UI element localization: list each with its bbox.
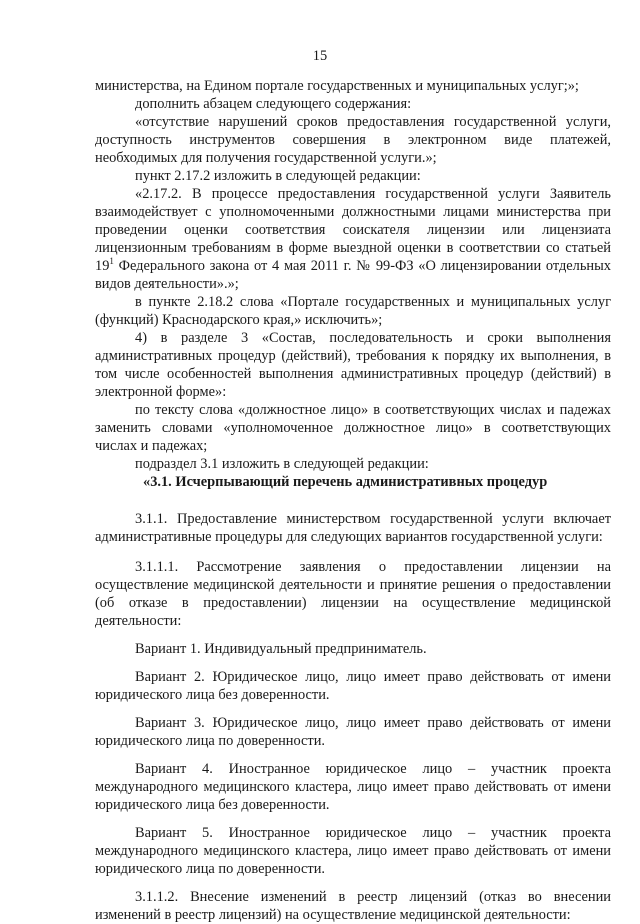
paragraph: подраздел 3.1 изложить в следующей редакции:	[135, 456, 429, 472]
section-heading: «3.1. Исчерпывающий перечень административных процедур	[143, 474, 548, 490]
paragraph: 4) в разделе 3 «Состав, последовательность и сроки выполнения административных процедур (действий), требования к порядку их выполнения, в том числе особенностей выполнения административных процедур (действий) в электронной форме»:	[95, 330, 611, 400]
paragraph-text: Федерального закона от 4 мая 2011 г. № 99-ФЗ «О лицензировании отдельных видов деятельности».»;	[95, 258, 611, 292]
paragraph: Вариант 1. Индивидуальный предприниматель.	[135, 641, 427, 657]
paragraph: Вариант 5. Иностранное юридическое лицо – участник проекта международного медицинского кластера, лицо имеет право действовать от имени юридического лица по доверенности.	[95, 825, 611, 877]
paragraph: в пункте 2.18.2 слова «Портале государственных и муниципальных услуг (функций) Краснодарского края,» исключить»;	[95, 294, 611, 328]
paragraph: по тексту слова «должностное лицо» в соответствующих числах и падежах заменить словами «уполномоченное должностное лицо» в соответствующих числах и падежах;	[95, 402, 611, 454]
document-body	[95, 77, 611, 924]
paragraph: дополнить абзацем следующего содержания:	[135, 96, 412, 112]
paragraph: 3.1.1. Предоставление министерством государственной услуги включает административные процедуры для следующих вариантов государственной услуги:	[95, 511, 611, 545]
page-number: 15	[312, 48, 328, 64]
paragraph: 3.1.1.2. Внесение изменений в реестр лицензий (отказ во внесении изменений в реестр лицензий) на осуществление медицинской деятельности:	[95, 889, 611, 923]
paragraph: Вариант 2. Юридическое лицо, лицо имеет право действовать от имени юридического лица без доверенности.	[95, 669, 611, 703]
paragraph: Вариант 3. Юридическое лицо, лицо имеет право действовать от имени юридического лица по доверенности.	[95, 715, 611, 749]
paragraph: Вариант 4. Иностранное юридическое лицо – участник проекта международного медицинского кластера, лицо имеет право действовать от имени юридического лица без доверенности.	[95, 761, 611, 813]
paragraph: 3.1.1.1. Рассмотрение заявления о предоставлении лицензии на осуществление медицинской деятельности и принятие решения о предоставлении (об отказе в предоставлении) лицензии на осуществление медицинской деятельности:	[95, 559, 611, 629]
paragraph: министерства, на Едином портале государственных и муниципальных услуг;»;	[95, 78, 579, 94]
article-superscript: 1	[109, 256, 114, 267]
paragraph-2-17-2	[95, 185, 611, 293]
paragraph-text: «2.17.2. В процессе предоставления государственной услуги Заявитель взаимодействует с уполномоченными должностными лицами министерства при проведении оценки соответствия соискателя лицензии или лицензиата лицензионным требованиям в форме выездной оценки в соответствии со статьей 19	[95, 186, 611, 274]
paragraph: пункт 2.17.2 изложить в следующей редакции:	[135, 168, 421, 184]
paragraph: «отсутствие нарушений сроков предоставления государственной услуги, доступность инструментов совершения в электронном виде платежей, необходимых для получения государственной услуги.»;	[95, 114, 611, 166]
